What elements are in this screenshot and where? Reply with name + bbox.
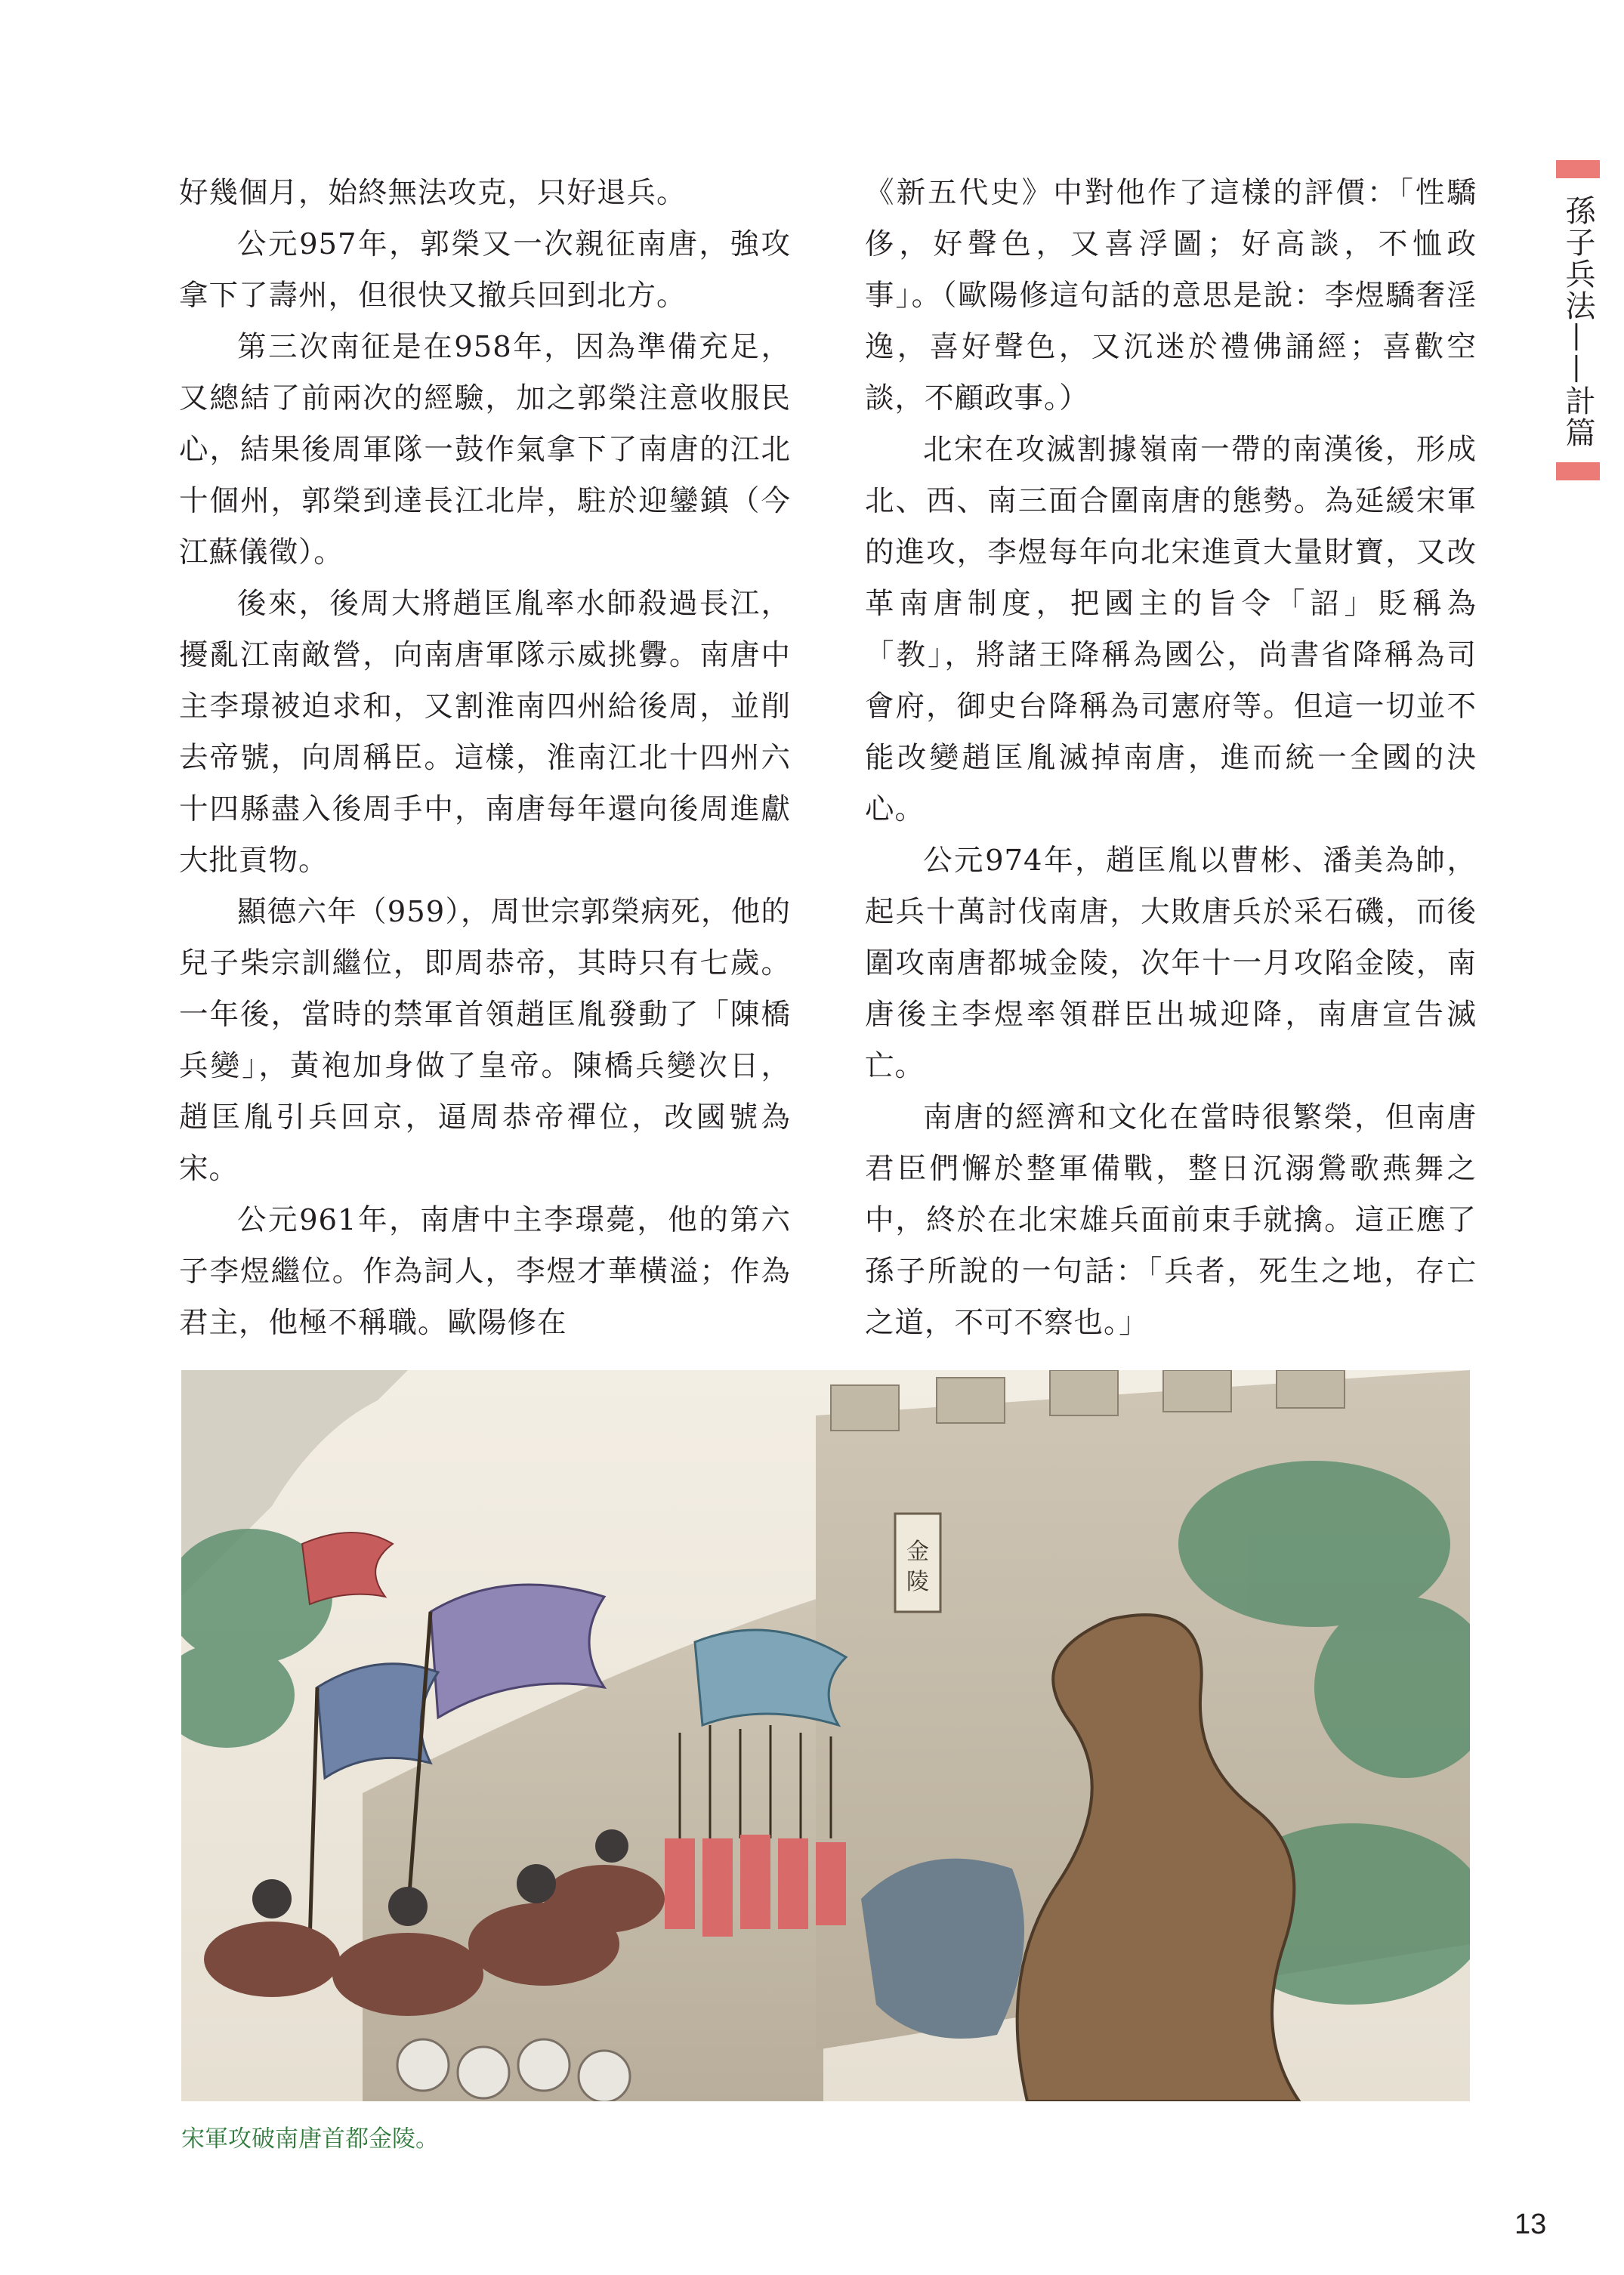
- page-number: 13: [1514, 2209, 1547, 2240]
- paragraph: 公元974年，趙匡胤以曹彬、潘美為帥，起兵十萬討伐南唐，大敗唐兵於采石磯，而後圍攻南唐都城金陵，次年十一月攻陷金陵，南唐後主李煜率領群臣出城迎降，南唐宣告滅亡。: [865, 844, 1477, 1083]
- paragraph: 南唐的經濟和文化在當時很繁榮，但南唐君臣們懈於整軍備戰，整日沉溺鶯歌燕舞之中，終於在北宋雄兵面前束手就擒。這正應了孫子所說的一句話：「兵者，死生之地，存亡之道，不可不察也。」: [865, 1100, 1477, 1340]
- right-text-column: [865, 168, 1477, 1349]
- paragraph: 公元957年，郭榮又一次親征南唐，強攻拿下了壽州，但很快又撤兵回到北方。: [179, 227, 791, 313]
- battle-illustration-drawing: [181, 1370, 1470, 2101]
- gate-sign-text: 陵: [906, 1569, 929, 1595]
- side-tab-top-bar: [1556, 160, 1600, 178]
- battle-illustration: [181, 1370, 1470, 2101]
- paragraph: 好幾個月，始終無法攻克，只好退兵。: [179, 176, 687, 210]
- gate-sign-text: 金: [906, 1539, 929, 1565]
- left-text-column: [179, 168, 791, 1349]
- paragraph: 公元961年，南唐中主李璟薨，他的第六子李煜繼位。作為詞人，李煜才華橫溢；作為君主，他極不稱職。歐陽修在: [179, 1203, 791, 1340]
- side-tab-bottom-bar: [1556, 462, 1600, 480]
- paragraph: 北宋在攻滅割據嶺南一帶的南漢後，形成北、西、南三面合圍南唐的態勢。為延緩宋軍的進攻，李煜每年向北宋進貢大量財寶，又改革南唐制度，把國主的旨令「詔」貶稱為「教」，將諸王降稱為國公，尚書省降稱為司會府，御史台降稱為司憲府等。但這一切並不能改變趙匡胤滅掉南唐，進而統一全國的決心。: [865, 433, 1477, 826]
- paragraph: 第三次南征是在958年，因為準備充足，又總結了前兩次的經驗，加之郭榮注意收服民心，結果後周軍隊一鼓作氣拿下了南唐的江北十個州，郭榮到達長江北岸，駐於迎鑾鎮（今江蘇儀徵）。: [179, 330, 791, 570]
- paragraph: 《新五代史》中對他作了這樣的評價：「性驕侈，好聲色，又喜浮圖；好高談，不恤政事」。（歐陽修這句話的意思是說：李煜驕奢淫逸，喜好聲色，又沉迷於禮佛誦經；喜歡空談，不顧政事。）: [865, 176, 1477, 415]
- illustration-caption: 宋軍攻破南唐首都金陵。: [181, 2125, 439, 2153]
- paragraph: 後來，後周大將趙匡胤率水師殺過長江，擾亂江南敵營，向南唐軍隊示威挑釁。南唐中主李璟被迫求和，又割淮南四州給後周，並削去帝號，向周稱臣。這樣，淮南江北十四州六十四縣盡入後周手中，南唐每年還向後周進獻大批貢物。: [179, 587, 791, 878]
- paragraph: 顯德六年（959），周世宗郭榮病死，他的兒子柴宗訓繼位，即周恭帝，其時只有七歲。一年後，當時的禁軍首領趙匡胤發動了「陳橋兵變」，黃袍加身做了皇帝。陳橋兵變次日，趙匡胤引兵回京，逼周恭帝禪位，改國號為宋。: [179, 895, 791, 1186]
- side-tab-title: 孫子兵法——計篇: [1561, 195, 1595, 449]
